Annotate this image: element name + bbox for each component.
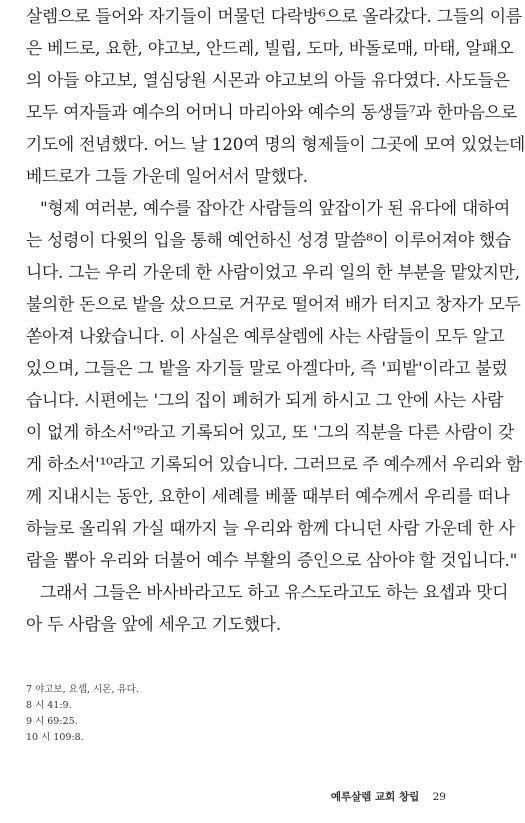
text-line: 게 하소서'¹⁰라고 기록되어 있습니다. 그러므로 주 예수께서 우리와 함: [26, 454, 522, 474]
page-number: 29: [432, 791, 446, 803]
text-line: 이 없게 하소서'⁹라고 기록되어 있고, 또 '그의 직분을 다른 사람이 갖: [26, 422, 515, 442]
text-line: 모두 여자들과 예수의 어머니 마리아와 예수의 동생들⁷과 한마음으로: [26, 102, 517, 122]
text-line: 그래서 그들은 바사바라고도 하고 유스도라고도 하는 요셉과 맛디: [40, 582, 509, 602]
text-line: 하늘로 올리워 가실 때까지 늘 우리와 함께 다니던 사람 가운데 한 사: [26, 518, 515, 538]
text-line: 의 아들 야고보, 열심당원 시몬과 야고보의 아들 유다였다. 사도들은: [26, 70, 510, 90]
chapter-title: 예루살렘 교회 창립: [330, 791, 420, 803]
text-line: 니다. 그는 우리 가운데 한 사람이었고 우리 일의 한 부분을 맡았지만,: [26, 262, 520, 282]
text-line: 쏟아져 나왔습니다. 이 사실은 예루살렘에 사는 사람들이 모두 알고: [26, 326, 505, 346]
text-line: 있으며, 그들은 그 밭을 자기들 말로 아겔다마, 즉 '피밭'이라고 불렀: [26, 358, 508, 378]
text-line: 아 두 사람을 앞에 세우고 기도했다.: [26, 614, 281, 634]
text-line: 는 성령이 다윗의 입을 통해 예언하신 성경 말씀⁸이 이루어져야 했습: [26, 230, 512, 250]
text-line: 람을 뽑아 우리와 더불어 예수 부활의 증인으로 삼아야 할 것입니다.": [26, 550, 518, 570]
footnote: 8 시 41:9.: [26, 700, 72, 711]
text-line: 기도에 전념했다. 어느 날 120여 명의 형제들이 그곳에 모여 있었는데: [26, 134, 525, 154]
text-line: 은 베드로, 요한, 야고보, 안드레, 빌립, 도마, 바돌로매, 마태, 알패오: [26, 38, 514, 58]
running-footer: [331, 789, 446, 804]
text-line: 불의한 돈으로 밭을 샀으므로 거꾸로 떨어져 배가 터지고 창자가 모두: [26, 294, 521, 314]
footnote: 10 시 109:8.: [26, 732, 84, 743]
footnote: 9 시 69:25.: [26, 716, 78, 727]
text-line: 살렘으로 들어와 자기들이 머물던 다락방⁶으로 올라갔다. 그들의 이름: [26, 6, 522, 26]
footnote: 7 야고보, 요셉, 시몬, 유다.: [26, 684, 139, 695]
text-line: 습니다. 시편에는 '그의 집이 폐허가 되게 하시고 그 안에 사는 사람: [26, 390, 504, 410]
text-line: 베드로가 그들 가운데 일어서서 말했다.: [26, 166, 308, 186]
text-line: 께 지내시는 동안, 요한이 세례를 베풀 때부터 예수께서 우리를 떠나: [26, 486, 510, 506]
text-line: "형제 여러분, 예수를 잡아간 사람들의 앞잡이가 된 유다에 대하여: [40, 198, 511, 218]
